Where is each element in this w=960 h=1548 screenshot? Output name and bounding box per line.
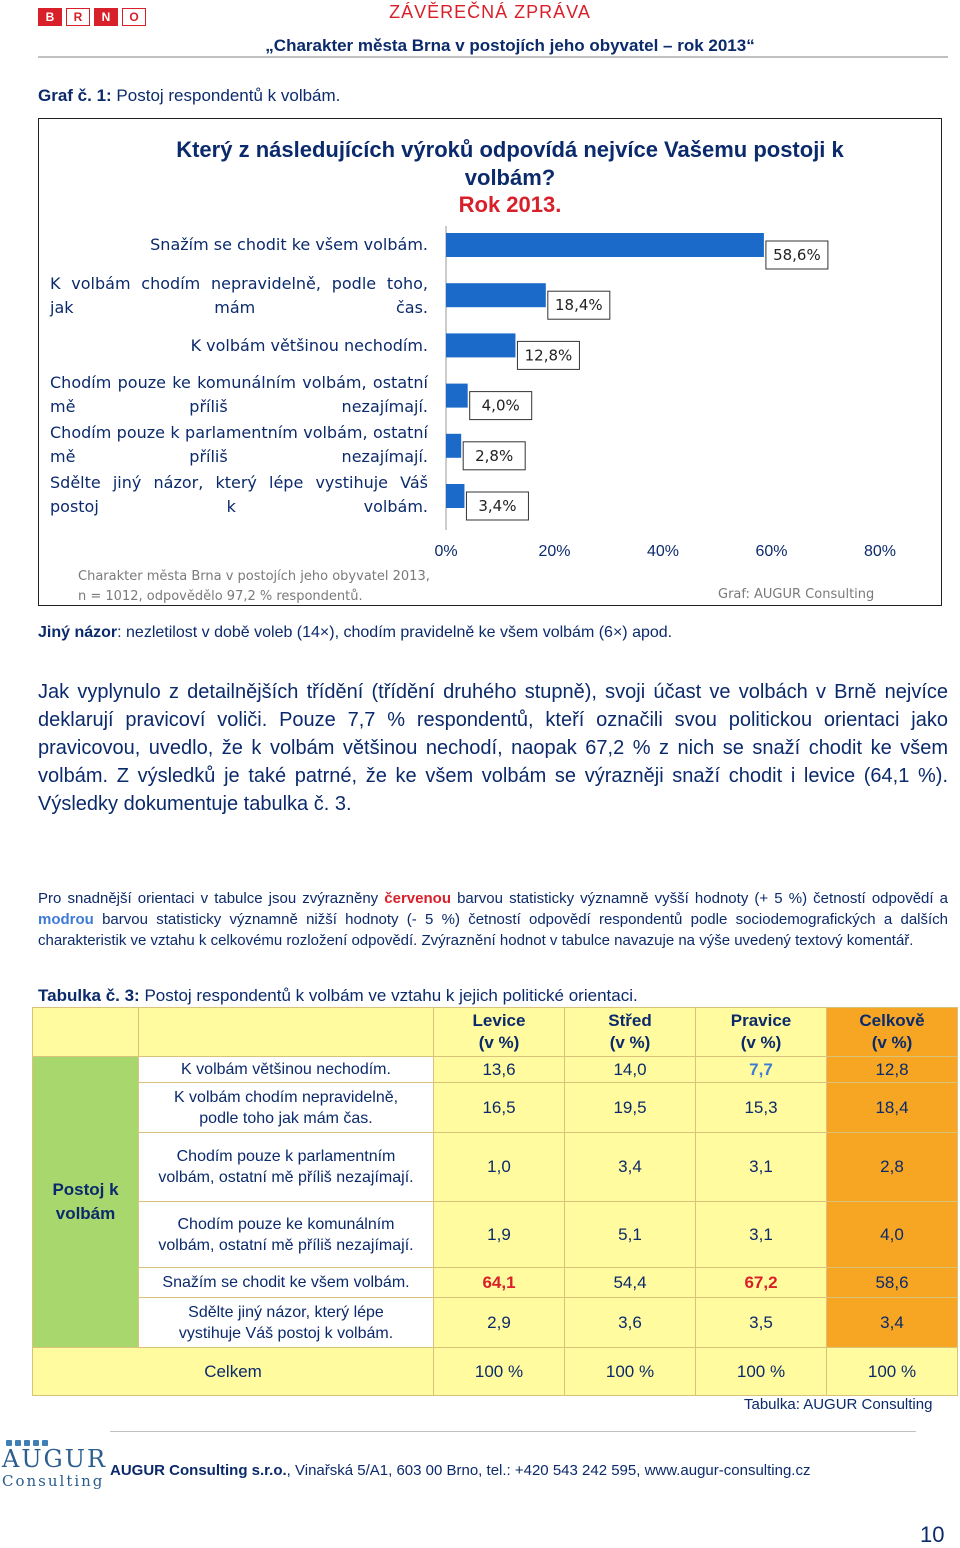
column-title: Celkově: [859, 1011, 925, 1030]
value-cell: 2,9: [434, 1298, 565, 1348]
value-cell: 1,0: [434, 1133, 565, 1202]
value-cell: 54,4: [565, 1268, 696, 1298]
x-tick-label: 20%: [538, 543, 571, 560]
table-caption: [38, 986, 638, 1006]
x-tick-label: 40%: [646, 543, 680, 560]
value-cell: 15,3: [696, 1083, 827, 1133]
total-label: Celkem: [33, 1348, 434, 1396]
bar: [446, 333, 515, 357]
data-label: 18,4%: [554, 296, 603, 315]
bar: [446, 434, 461, 458]
total-value-cell: 18,4: [827, 1083, 958, 1133]
logo-sub: Consulting: [2, 1472, 105, 1490]
report-subtitle: „Charakter města Brna v postojích jeho obyvatel – rok 2013“: [265, 36, 755, 55]
table-row: [33, 1298, 958, 1348]
row-label: Snažím se chodit ke všem volbám.: [139, 1268, 434, 1298]
total-value-cell: 4,0: [827, 1202, 958, 1268]
total-value-cell: 12,8: [827, 1057, 958, 1083]
logo-letter: O: [122, 8, 146, 26]
legend-paragraph: [38, 888, 948, 951]
x-tick-label: 0%: [434, 543, 458, 560]
bar: [446, 283, 546, 307]
value-cell-high: 64,1: [434, 1268, 565, 1298]
column-header: [696, 1008, 827, 1057]
paragraph-text: barvou statisticky významně vyšší hodnoty (+ 5 %) četností odpovědí a: [450, 890, 948, 907]
chart-source: [78, 567, 430, 607]
other-opinion-note: [38, 624, 672, 642]
x-tick-label: 80%: [863, 543, 897, 560]
chart-source-line: n = 1012, odpovědělo 97,2 % respondentů.: [78, 589, 363, 604]
bar-chart: [0, 0, 960, 620]
value-cell: 16,5: [434, 1083, 565, 1133]
augur-logo: [2, 1440, 108, 1490]
red-highlight-word: červenou: [384, 890, 451, 907]
bar: [446, 484, 464, 508]
table-total-row: [33, 1348, 958, 1396]
category-label: K volbám chodím nepravidelně, podle toho, jak mám čas.: [50, 274, 428, 317]
graph-caption-text: Postoj respondentů k volbám.: [111, 86, 341, 105]
empty-cell: [33, 1008, 139, 1057]
logo-word: AUGUR: [2, 1445, 108, 1473]
paragraph-text: Pro snadnější orientaci v tabulce jsou zvýrazněny: [38, 890, 385, 907]
table-row: [33, 1202, 958, 1268]
bar: [446, 384, 468, 408]
page-number: 10: [920, 1522, 945, 1547]
orientation-table: [32, 1007, 958, 1396]
category-label: Chodím pouze ke komunálním volbám, ostatní mě příliš nezajímají.: [50, 373, 428, 416]
row-group-header: [33, 1057, 139, 1348]
value-cell: 3,6: [565, 1298, 696, 1348]
logo-letter: N: [94, 8, 118, 26]
row-label: K volbám většinou nechodím.: [139, 1057, 434, 1083]
value-cell: 3,4: [565, 1133, 696, 1202]
column-header: [827, 1008, 958, 1057]
data-label: 2,8%: [475, 446, 514, 465]
column-unit: (v %): [609, 1033, 651, 1052]
data-label: 3,4%: [478, 497, 517, 515]
value-cell: 14,0: [565, 1057, 696, 1083]
value-cell: 3,1: [696, 1202, 827, 1268]
table-row: [33, 1133, 958, 1202]
row-label-text: Sdělte jiný názor, který lépe vystihuje Váš postoj k volbám.: [178, 1303, 394, 1342]
other-opinion-text: : nezletilost v době voleb (14×), chodím pravidelně ke všem volbám (6×) apod.: [117, 624, 673, 641]
column-unit: (v %): [478, 1033, 520, 1052]
row-label: [139, 1083, 434, 1133]
column-title: Střed: [608, 1011, 652, 1030]
row-group-label: Postoj k volbám: [52, 1180, 119, 1223]
value-cell: 13,6: [434, 1057, 565, 1083]
logo-letter: B: [38, 8, 62, 26]
footer-address: , Vinařská 5/A1, 603 00 Brno, tel.: +420 543 242 595, www.augur-consulting.cz: [286, 1462, 811, 1479]
row-label: [139, 1133, 434, 1202]
column-header: [565, 1008, 696, 1057]
row-label-text: Chodím pouze ke komunálním volbám, ostatní mě příliš nezajímají.: [158, 1215, 414, 1254]
column-unit: (v %): [871, 1033, 913, 1052]
blue-highlight-word: modrou: [38, 911, 94, 928]
column-unit: (v %): [740, 1033, 782, 1052]
report-title: ZÁVĚREČNÁ ZPRÁVA: [389, 2, 591, 22]
table-caption-text: Postoj respondentů k volbám ve vztahu k jejich politické orientaci.: [139, 986, 638, 1005]
value-cell: 19,5: [565, 1083, 696, 1133]
value-cell-high: 67,2: [696, 1268, 827, 1298]
category-label: K volbám většinou nechodím.: [190, 336, 428, 355]
total-value-cell: 58,6: [827, 1268, 958, 1298]
bar: [446, 233, 764, 257]
chart-subtitle: Rok 2013.: [458, 192, 562, 217]
category-label: Chodím pouze k parlamentním volbám, ostatní mě příliš nezajímají.: [50, 423, 428, 466]
table-header-row: [33, 1008, 958, 1057]
body-paragraph: Jak vyplynulo z detailnějších třídění (třídění druhého stupně), svoji účast ve volbách v Brně nejvíce deklarují pravicoví voliči. Pouze 7,7 % respondentů, kteří označili svou politickou orientaci jako pravicovou, uvedlo, že k volbám většinou nechodí, naopak 67,2 % z nich se snaží chodit ke všem volbám. Z výsledků je také patrné, že ke všem volbám se výrazněji snaží chodit i levice (64,1 %). Výsledky dokumentuje tabulka č. 3.: [38, 681, 948, 815]
row-label: [139, 1202, 434, 1268]
total-cell: 100 %: [827, 1348, 958, 1396]
value-cell-low: 7,7: [696, 1057, 827, 1083]
value-cell: 1,9: [434, 1202, 565, 1268]
total-cell: 100 %: [696, 1348, 827, 1396]
chart-source-line: Charakter města Brna v postojích jeho obyvatel 2013,: [78, 569, 430, 584]
category-label: Sdělte jiný názor, který lépe vystihuje Váš postoj k volbám.: [50, 473, 428, 516]
row-label-text: K volbám chodím nepravidelně, podle toho jak mám čas.: [173, 1088, 399, 1127]
data-label: 58,6%: [773, 246, 821, 264]
x-tick-label: 60%: [755, 543, 788, 560]
other-opinion-label: Jiný názor: [38, 624, 118, 641]
footer-company: AUGUR Consulting s.r.o.: [110, 1462, 287, 1479]
chart-credit: Graf: AUGUR Consulting: [718, 587, 875, 602]
total-cell: 100 %: [434, 1348, 565, 1396]
graph-caption-prefix: Graf č. 1:: [38, 86, 112, 105]
category-label: Snažím se chodit ke všem volbám.: [150, 235, 428, 254]
empty-cell: [139, 1008, 434, 1057]
value-cell: 5,1: [565, 1202, 696, 1268]
table-caption-prefix: Tabulka č. 3:: [38, 986, 140, 1005]
value-cell: 3,1: [696, 1133, 827, 1202]
data-label: 12,8%: [524, 346, 573, 365]
table-row: [33, 1268, 958, 1298]
value-cell: 3,5: [696, 1298, 827, 1348]
footer-divider: [110, 1431, 916, 1432]
total-value-cell: 3,4: [827, 1298, 958, 1348]
data-label: 4,0%: [481, 396, 520, 415]
logo-letter: R: [66, 8, 90, 26]
footer-contact: [110, 1462, 810, 1479]
table-row: [33, 1083, 958, 1133]
total-cell: 100 %: [565, 1348, 696, 1396]
column-title: Pravice: [730, 1011, 792, 1030]
table-row: [33, 1057, 958, 1083]
chart-title: Který z následujících výroků odpovídá nejvíce Vašemu postoji k volbám?: [176, 137, 844, 190]
row-label-text: Chodím pouze k parlamentním volbám, ostatní mě příliš nezajímají.: [158, 1148, 414, 1186]
row-label: [139, 1298, 434, 1348]
table-credit: Tabulka: AUGUR Consulting: [744, 1396, 933, 1413]
column-header: [434, 1008, 565, 1057]
total-value-cell: 2,8: [827, 1133, 958, 1202]
paragraph-text: barvou statisticky významně nižší hodnoty (- 5 %) četností odpovědí respondentů podle sociodemografických a dalších charakteristik ve vztahu k celkovému rozložení odpovědí. Zvýraznění hodnot v tabulce navazuje na výše uvedený textový komentář.: [38, 911, 948, 949]
column-title: Levice: [472, 1011, 526, 1030]
